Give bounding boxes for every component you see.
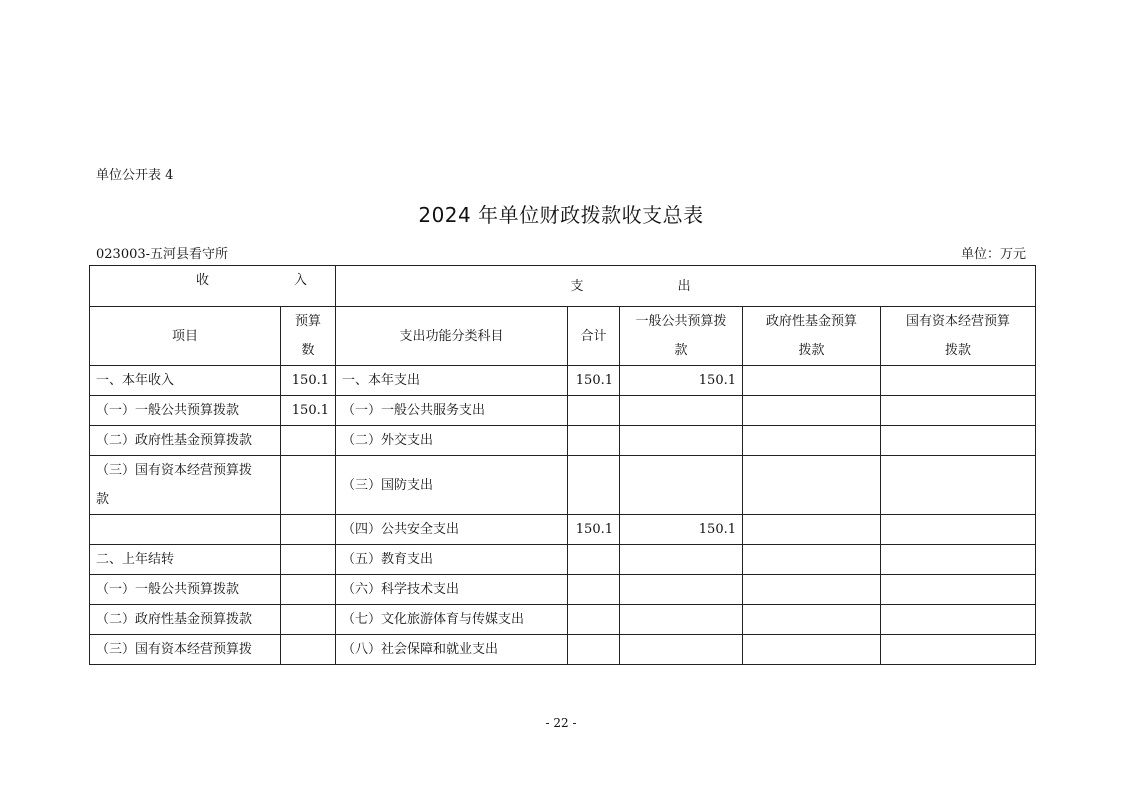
cell-budget xyxy=(281,545,336,575)
income-group-right-char: 入 xyxy=(293,273,307,288)
cell-gov-fund xyxy=(743,366,881,396)
table-row xyxy=(90,575,1036,605)
cell-function: （五）教育支出 xyxy=(336,545,568,575)
currency-unit-label: 单位：万元 xyxy=(960,247,1026,262)
cell-state-capital xyxy=(881,635,1036,665)
cell-total xyxy=(568,545,620,575)
cell-total xyxy=(568,575,620,605)
cell-state-capital xyxy=(881,456,1036,515)
cell-total xyxy=(568,426,620,456)
income-group-header xyxy=(90,266,336,307)
cell-budget xyxy=(281,456,336,515)
cell-budget xyxy=(281,575,336,605)
cell-gov-fund xyxy=(743,396,881,426)
cell-function: 一、本年支出 xyxy=(336,366,568,396)
table-row xyxy=(90,635,1036,665)
income-group-left-char: 收 xyxy=(196,273,210,288)
table-row xyxy=(90,396,1036,426)
cell-general xyxy=(620,396,743,426)
cell-function: （二）外交支出 xyxy=(336,426,568,456)
cell-function: （八）社会保障和就业支出 xyxy=(336,635,568,665)
cell-item: 二、上年结转 xyxy=(90,545,281,575)
cell-function: （一）一般公共服务支出 xyxy=(336,396,568,426)
col-header-general-budget: 一般公共预算拨 款 xyxy=(620,307,743,366)
cell-general xyxy=(620,575,743,605)
cell-general xyxy=(620,605,743,635)
table-row xyxy=(90,515,1036,545)
cell-general: 150.1 xyxy=(620,366,743,396)
cell-function: （七）文化旅游体育与传媒支出 xyxy=(336,605,568,635)
cell-state-capital xyxy=(881,396,1036,426)
cell-total xyxy=(568,396,620,426)
table-row xyxy=(90,605,1036,635)
unit-name: 023003-五河县看守所 xyxy=(96,247,229,262)
cell-budget xyxy=(281,515,336,545)
table-row xyxy=(90,366,1036,396)
cell-gov-fund xyxy=(743,456,881,515)
cell-gov-fund xyxy=(743,515,881,545)
expense-group-right-char: 出 xyxy=(677,278,691,294)
cell-function: （三）国防支出 xyxy=(336,456,568,515)
cell-total xyxy=(568,605,620,635)
cell-gov-fund xyxy=(743,635,881,665)
cell-total: 150.1 xyxy=(568,366,620,396)
col-header-state-capital: 国有资本经营预算 拨款 xyxy=(881,307,1036,366)
budget-summary-table xyxy=(89,265,1036,665)
cell-general: 150.1 xyxy=(620,515,743,545)
cell-item: 一、本年收入 xyxy=(90,366,281,396)
cell-function: （四）公共安全支出 xyxy=(336,515,568,545)
cell-item: （三）国有资本经营预算拨 xyxy=(90,635,281,665)
cell-total xyxy=(568,635,620,665)
table-group-header-row xyxy=(90,266,1036,307)
table-row xyxy=(90,545,1036,575)
cell-gov-fund xyxy=(743,426,881,456)
table-row xyxy=(90,426,1036,456)
cell-state-capital xyxy=(881,575,1036,605)
cell-state-capital xyxy=(881,426,1036,456)
cell-total xyxy=(568,456,620,515)
cell-budget xyxy=(281,426,336,456)
cell-item: （三）国有资本经营预算拨 款 xyxy=(90,456,281,515)
cell-state-capital xyxy=(881,515,1036,545)
cell-item: （一）一般公共预算拨款 xyxy=(90,396,281,426)
cell-budget xyxy=(281,605,336,635)
cell-budget: 150.1 xyxy=(281,366,336,396)
expense-group-header xyxy=(336,266,1036,307)
cell-general xyxy=(620,545,743,575)
cell-budget xyxy=(281,635,336,665)
cell-gov-fund xyxy=(743,545,881,575)
cell-item: （一）一般公共预算拨款 xyxy=(90,575,281,605)
cell-item: （二）政府性基金预算拨款 xyxy=(90,426,281,456)
cell-function: （六）科学技术支出 xyxy=(336,575,568,605)
cell-budget: 150.1 xyxy=(281,396,336,426)
cell-item: （二）政府性基金预算拨款 xyxy=(90,605,281,635)
col-header-total: 合计 xyxy=(568,307,620,366)
cell-gov-fund xyxy=(743,575,881,605)
col-header-gov-fund: 政府性基金预算 拨款 xyxy=(743,307,881,366)
cell-item xyxy=(90,515,281,545)
cell-state-capital xyxy=(881,545,1036,575)
table-column-header-row xyxy=(90,307,1036,366)
cell-general xyxy=(620,456,743,515)
table-label: 单位公开表 4 xyxy=(96,168,174,183)
cell-gov-fund xyxy=(743,605,881,635)
expense-group-left-char: 支 xyxy=(570,278,584,294)
cell-state-capital xyxy=(881,605,1036,635)
page-title: 2024 年单位财政拨款收支总表 xyxy=(418,203,704,227)
col-header-budget: 预算 数 xyxy=(281,307,336,366)
cell-general xyxy=(620,426,743,456)
table-row xyxy=(90,456,1036,515)
cell-general xyxy=(620,635,743,665)
cell-total: 150.1 xyxy=(568,515,620,545)
col-header-function-category: 支出功能分类科目 xyxy=(336,307,568,366)
col-header-item: 项目 xyxy=(90,307,281,366)
page-number: - 22 - xyxy=(545,716,577,730)
cell-state-capital xyxy=(881,366,1036,396)
